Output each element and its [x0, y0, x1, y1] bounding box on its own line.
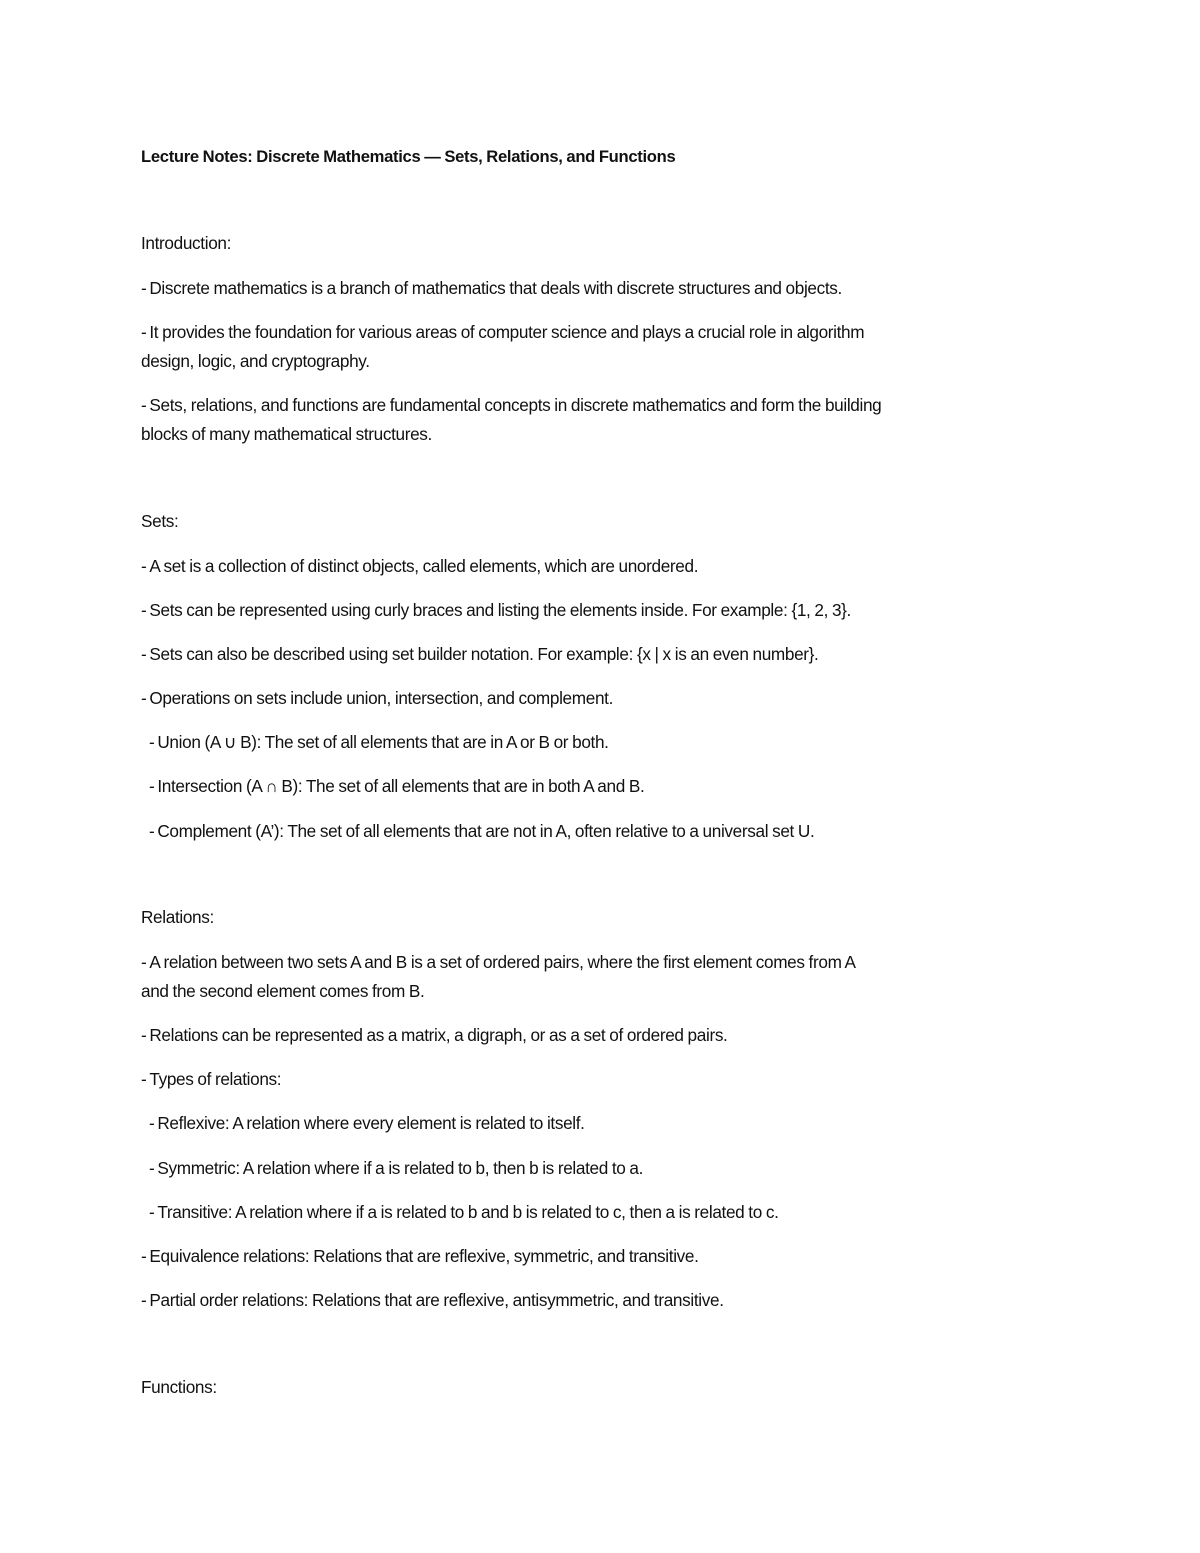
- list-item: - Sets can also be described using set builder notation. For example: {x | x is an even number}.: [141, 644, 819, 664]
- bullet-dash: -: [141, 1246, 147, 1266]
- bullet-dash: -: [149, 776, 155, 796]
- bullet-dash: -: [141, 322, 147, 342]
- section-heading-functions: Functions:: [141, 1377, 217, 1397]
- sub-list-item: - Complement (A’): The set of all elements that are not in A, often relative to a universal set U.: [149, 821, 815, 841]
- bullet-dash: -: [141, 644, 147, 664]
- list-item: - Relations can be represented as a matrix, a digraph, or as a set of ordered pairs.: [141, 1025, 728, 1045]
- bullet-dash: -: [141, 556, 147, 576]
- sub-list-item: - Reflexive: A relation where every element is related to itself.: [149, 1113, 585, 1133]
- list-item-continuation: design, logic, and cryptography.: [141, 351, 370, 371]
- sub-list-item: - Union (A ∪ B): The set of all elements that are in A or B or both.: [149, 732, 609, 752]
- list-item: - Types of relations:: [141, 1069, 282, 1089]
- list-item: - A relation between two sets A and B is a set of ordered pairs, where the first element comes from A: [141, 952, 856, 972]
- bullet-dash: -: [149, 732, 155, 752]
- document-title: Lecture Notes: Discrete Mathematics — Sets, Relations, and Functions: [141, 147, 676, 166]
- list-item: - Sets can be represented using curly braces and listing the elements inside. For example: {1, 2, 3}.: [141, 600, 851, 620]
- list-item-continuation: and the second element comes from B.: [141, 981, 425, 1001]
- list-item: - It provides the foundation for various areas of computer science and plays a crucial role in algorithm: [141, 322, 865, 342]
- bullet-dash: -: [141, 952, 147, 972]
- sub-list-item: - Intersection (A ∩ B): The set of all elements that are in both A and B.: [149, 776, 645, 796]
- section-heading-introduction: Introduction:: [141, 233, 232, 253]
- section-heading-relations: Relations:: [141, 907, 214, 927]
- sub-list-item: - Transitive: A relation where if a is related to b and b is related to c, then a is related to c.: [149, 1202, 779, 1222]
- list-item: - A set is a collection of distinct objects, called elements, which are unordered.: [141, 556, 699, 576]
- list-item-continuation: blocks of many mathematical structures.: [141, 424, 432, 444]
- list-item: - Sets, relations, and functions are fundamental concepts in discrete mathematics and form the building: [141, 395, 882, 415]
- list-item: - Partial order relations: Relations that are reflexive, antisymmetric, and transitive.: [141, 1290, 724, 1310]
- sub-list-item: - Symmetric: A relation where if a is related to b, then b is related to a.: [149, 1158, 644, 1178]
- list-item: - Discrete mathematics is a branch of mathematics that deals with discrete structures and objects.: [141, 278, 842, 298]
- bullet-dash: -: [149, 1202, 155, 1222]
- bullet-dash: -: [141, 1069, 147, 1089]
- list-item: - Operations on sets include union, intersection, and complement.: [141, 688, 613, 708]
- bullet-dash: -: [141, 1025, 147, 1045]
- bullet-dash: -: [149, 821, 155, 841]
- bullet-dash: -: [141, 1290, 147, 1310]
- bullet-dash: -: [141, 600, 147, 620]
- bullet-dash: -: [141, 688, 147, 708]
- list-item: - Equivalence relations: Relations that are reflexive, symmetric, and transitive.: [141, 1246, 699, 1266]
- bullet-dash: -: [141, 395, 147, 415]
- bullet-dash: -: [141, 278, 147, 298]
- bullet-dash: -: [149, 1113, 155, 1133]
- bullet-dash: -: [149, 1158, 155, 1178]
- section-heading-sets: Sets:: [141, 511, 179, 531]
